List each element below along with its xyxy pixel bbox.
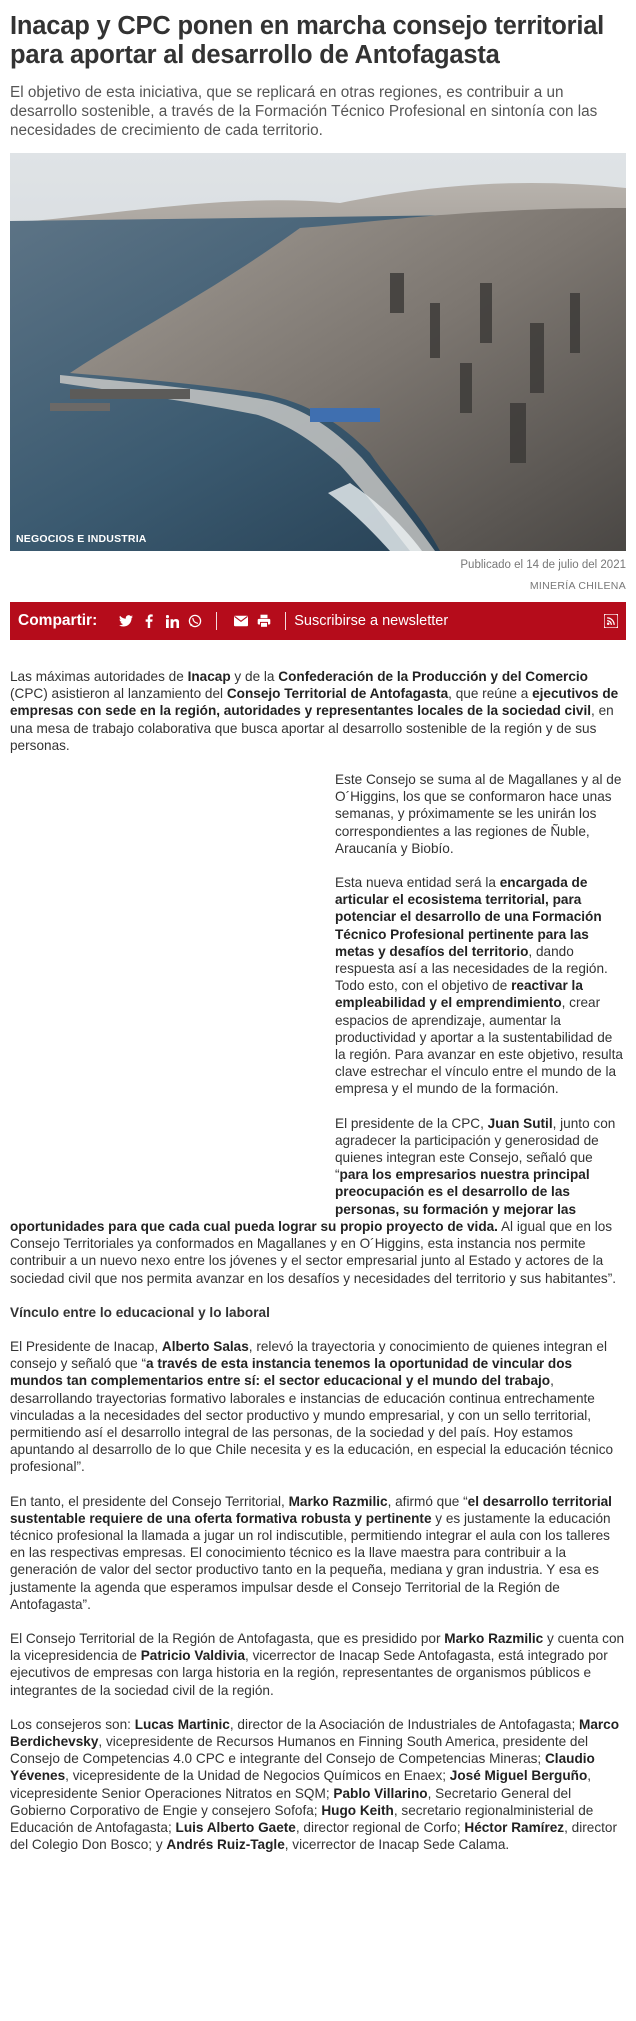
text-run: Hugo Keith: [321, 1802, 394, 1818]
text-run: y cuenta con la vicepresidencia de: [10, 1630, 625, 1664]
inline-ad-space: [10, 771, 335, 1211]
text-run: Claudio Yévenes: [10, 1751, 595, 1784]
text-run: (CPC) asistieron al lanzamiento del: [10, 686, 227, 702]
text-run: Andrés Ruiz-Tagle: [166, 1837, 285, 1853]
print-icon[interactable]: [257, 613, 271, 629]
text-run: , vicepresidente de Recursos Humanos en Finning South America, presidente del Consejo de Competencias 4.0 CPC e integrante del Consejo de Competencias Mineras;: [10, 1733, 589, 1767]
hero-image: [10, 153, 626, 551]
text-run: , dando respuesta así a las necesidades de la región. Todo esto, con el objetivo de: [335, 943, 608, 994]
text-run: Inacap: [187, 669, 231, 684]
email-icon[interactable]: [234, 613, 248, 629]
text-run: , director de la Asociación de Industriales de Antofagasta;: [229, 1716, 579, 1732]
text-run: , que reúne a: [448, 686, 533, 702]
text-run: , en una mesa de trabajo colaborativa que busca aportar al desarrollo sostenible de la región y de sus personas.: [10, 703, 614, 753]
text-run: Al igual que en los Consejo Territoriales ya conformados en Magallanes y en O´Higgins, esta instancia nos permite contribuir a un nuevo nexo entre los jóvenes y el sector empresarial junto al Estado y actores de la sociedad civil que nos permita avanzar en los desafíos y necesidades del territorio y sus habitantes”.: [10, 1218, 617, 1286]
text-run: El Presidente de Inacap,: [10, 1338, 162, 1354]
image-category-label: NEGOCIOS E INDUSTRIA: [16, 533, 147, 545]
article-source: MINERÍA CHILENA: [529, 580, 626, 592]
newsletter-link[interactable]: Suscribirse a newsletter: [294, 613, 449, 629]
share-icons: [119, 612, 294, 630]
whatsapp-icon[interactable]: [188, 613, 202, 629]
text-run: Esta nueva entidad será la: [335, 875, 500, 891]
text-run: Marko Razmilic: [288, 1493, 388, 1509]
paragraph: [10, 1338, 626, 1476]
text-run: , Secretario General del Gobierno Corporativo de Engie y consejero Sofofa;: [10, 1785, 572, 1818]
text-run: , vicerrector de Inacap Sede Calama.: [284, 1837, 510, 1853]
share-separator: [216, 612, 217, 630]
text-run: Alberto Salas: [161, 1338, 249, 1354]
text-run: Confederación de la Producción y del Comercio: [278, 669, 588, 684]
text-run: Consejo Territorial de Antofagasta: [226, 686, 449, 702]
text-run: , desarrollando trayectorias formativo laborales e instancias de educación continua entrechamente vinculadas a la necesidades del sector productivo y mundo empresarial, y con un sello territorial, permitiendo así el desarrollo integral de las personas, de la sociedad y del país. Hoy estamos apuntando al desarrollo de lo que Chile necesita y es la educación, en especial la educación técnico profesional”.: [10, 1373, 614, 1475]
text-run: , director regional de Corfo;: [295, 1819, 465, 1835]
text-run: y de la: [230, 669, 279, 684]
text-run: a través de esta instancia tenemos la oportunidad de vincular dos mundos tan complementarios entre sí: el sector educacional y el mundo del trabajo: [10, 1356, 573, 1389]
text-run: reactivar la empleabilidad y el emprendimiento: [335, 978, 583, 1011]
text-run: Lucas Martinic: [134, 1716, 230, 1732]
paragraph: [10, 1630, 626, 1699]
article-title: Inacap y CPC ponen en marcha consejo territorial para aportar al desarrollo de Antofagasta: [10, 12, 605, 69]
antofagasta-aerial-photo: [10, 153, 626, 551]
share-separator: [285, 612, 286, 630]
text-run: , junto con agradecer la participación y generosidad de quienes integran este Consejo, señaló que “: [335, 1115, 616, 1183]
article-body: [10, 668, 626, 1853]
article: [10, 0, 626, 1870]
text-run: Los consejeros son:: [10, 1716, 135, 1732]
paragraph: [10, 1493, 626, 1613]
paragraph: [10, 668, 626, 754]
text-run: , vicepresidente de la Unidad de Negocios Químicos en Enaex;: [65, 1768, 450, 1784]
text-run: , secretario regionalministerial de Educación de Antofagasta;: [10, 1802, 594, 1835]
text-run: Juan Sutil: [487, 1115, 553, 1131]
text-run: encargada de articular el ecosistema territorial, para potenciar el desarrollo de una Formación Técnico Profesional pertinente para las metas y desafíos del territorio: [335, 875, 602, 959]
text-run: para los empresarios nuestra principal preocupación es el desarrollo de las personas, su formación y mejorar las oportunidades para que cada cual pueda lograr su propio proyecto de vida.: [10, 1167, 590, 1234]
text-run: , vicepresidente Senior Operaciones Nitratos en SQM;: [10, 1768, 592, 1801]
facebook-icon[interactable]: [142, 613, 156, 629]
section-heading: Vínculo entre lo educacional y lo laboral: [10, 1304, 270, 1320]
article-subtitle: El objetivo de esta iniciativa, que se replicará en otras regiones, es contribuir a un desarrollo sostenible, a través de la Formación Técnico Profesional en sintonía con las necesidades de crecimiento de cada territorio.: [10, 84, 598, 139]
rss-icon[interactable]: [604, 613, 618, 629]
text-run: , crear espacios de aprendizaje, aumentar la productividad y aportar a la sustentabilidad de la región. Para avanzar en este objetivo, resulta clave estrechar el vínculo entre el mundo de la empresa y el mundo de la formación.: [335, 995, 623, 1097]
twitter-icon[interactable]: [119, 613, 133, 629]
linkedin-icon[interactable]: [165, 613, 179, 629]
text-run: ejecutivos de empresas con sede en la región, autoridades y representantes locales de la sociedad civil: [10, 686, 619, 719]
text-run: Este Consejo se suma al de Magallanes y al de O´Higgins, los que se conformaron hace unas semanas, y próximamente se les unirán los correspondientes a las regiones de Ñuble, Araucanía y Biobío.: [335, 772, 622, 856]
text-run: El presidente de la CPC,: [335, 1115, 488, 1131]
text-run: Patricio Valdivia: [140, 1648, 246, 1664]
publish-date: Publicado el 14 de julio del 2021: [460, 559, 626, 571]
text-run: El Consejo Territorial de la Región de Antofagasta, que es presidido por: [10, 1630, 445, 1646]
text-run: , vicerrector de Inacap Sede Antofagasta, está integrado por ejecutivos de empresas con larga historia en la región, representantes de organismos públicos e integrantes de la sociedad civil de la región.: [10, 1648, 608, 1698]
text-run: Pablo Villarino: [333, 1785, 428, 1801]
share-bar: [10, 602, 626, 640]
text-run: En tanto, el presidente del Consejo Territorial,: [10, 1493, 289, 1509]
text-run: y es justamente la educación técnico profesional la llamada a jugar un rol indiscutible, permitiendo integrar el aula con los talleres en las respectivas empresas. El conocimiento técnico es la llave maestra para contribuir a la generación de valor del sector productivo tanto en la pequeña, mediana y gran industria. Y esa es justamente la agenda que esperamos impulsar desde el Consejo Territorial de la Región de Antofagasta”.: [10, 1510, 611, 1612]
text-run: Marco Berdichevsky: [10, 1716, 620, 1749]
text-run: Marko Razmilic: [444, 1630, 544, 1646]
share-label: Compartir:: [18, 612, 98, 629]
paragraph: [10, 1716, 626, 1854]
text-run: Las máximas autoridades de: [10, 669, 188, 684]
text-run: Héctor Ramírez: [464, 1819, 565, 1835]
text-run: Luis Alberto Gaete: [175, 1819, 296, 1835]
text-run: , relevó la trayectoria y conocimiento de quienes integran el consejo y señaló que “: [10, 1338, 607, 1372]
text-run: , director del Colegio Don Bosco; y: [10, 1819, 617, 1853]
text-run: , afirmó que “: [387, 1493, 468, 1509]
text-run: el desarrollo territorial sustentable requiere de una oferta formativa robusta y pertinente: [10, 1493, 612, 1526]
text-run: José Miguel Berguño: [449, 1768, 588, 1784]
